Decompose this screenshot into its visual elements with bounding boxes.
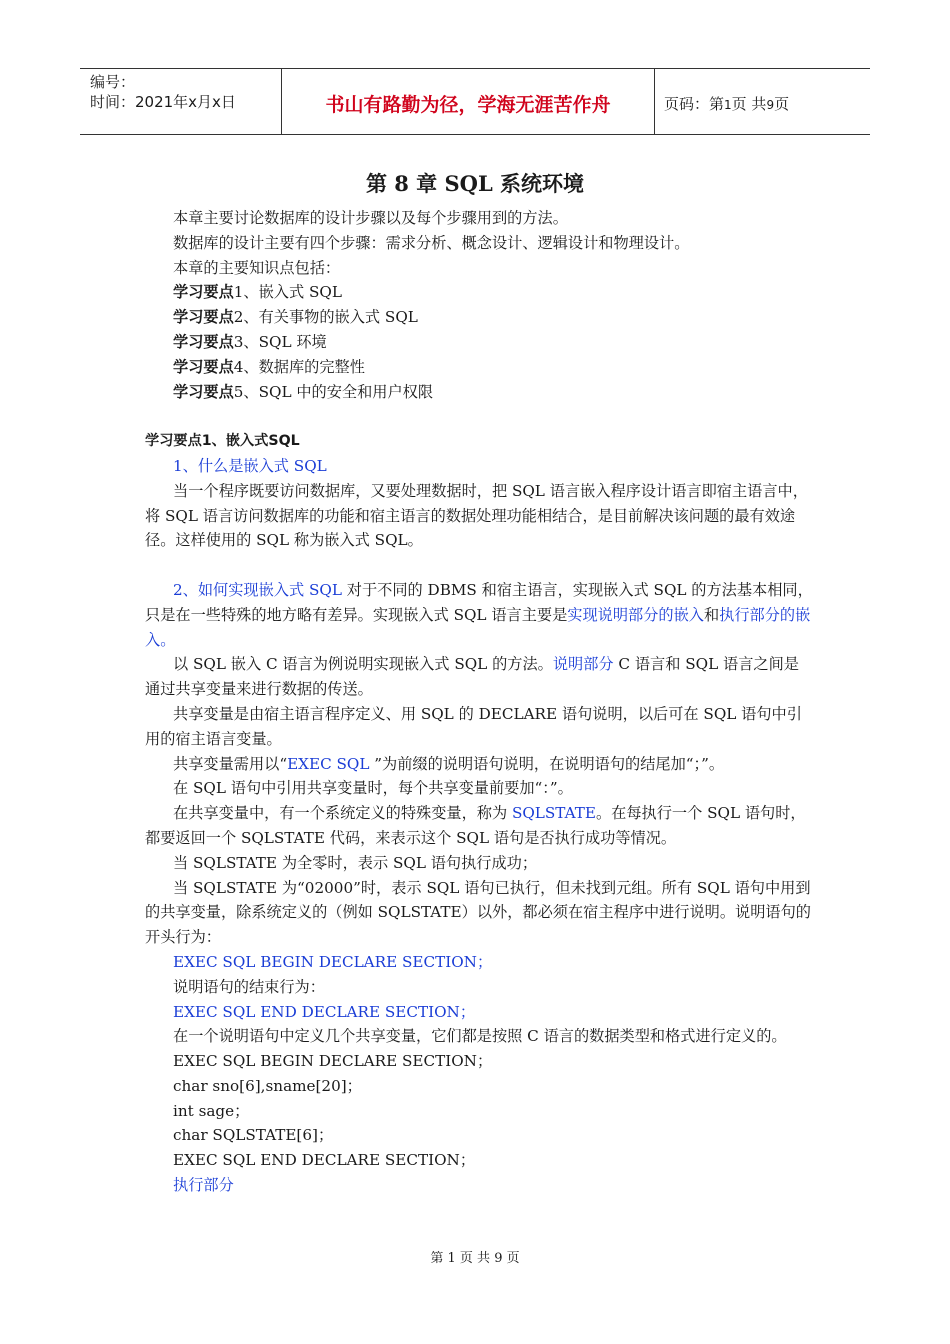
chapter-title: 第 8 章 SQL 系统环境 [365, 171, 585, 196]
key-point-text: 4、数据库的完整性 [233, 357, 365, 376]
text-run: 和 [703, 605, 720, 624]
document-body [145, 206, 813, 1198]
page-mid: 页 共 [731, 95, 767, 113]
page-prefix: 页码：第 [664, 95, 725, 113]
paragraph: 在 SQL 语句中引用共享变量时，每个共享变量前要加“：”。 [173, 779, 573, 798]
paragraph: 当 SQLSTATE 为“02000”时，表示 SQL 语句已执行，但未找到元组。所有 SQL 语句中用到的共享变量，除系统定义的（例如 SQLSTATE）以外，都必须在宿主程序中进行说明。说明语句的开头行为： [145, 878, 811, 947]
code-line: EXEC SQL BEGIN DECLARE SECTION； [173, 952, 493, 971]
footer-mid: 页 共 [459, 1251, 491, 1266]
subheading-how-to: 2、如何实现嵌入式 SQL [173, 580, 342, 599]
number-label: 编号： [90, 73, 136, 91]
paragraph [145, 752, 813, 777]
highlight-text: EXEC SQL [287, 754, 370, 773]
code-line: char SQLSTATE[6]； [173, 1126, 334, 1145]
paragraph [145, 652, 813, 702]
time-label: 时间：2021年x月x日 [90, 93, 236, 111]
footer-prefix: 第 [430, 1251, 444, 1266]
header-motto: 书山有路勤为径，学海无涯苦作舟 [325, 94, 611, 116]
key-point-item [145, 280, 813, 305]
subheading-exec-part: 执行部分 [173, 1176, 234, 1195]
spacer [145, 404, 813, 429]
key-point-label: 学习要点 [173, 332, 234, 351]
page-total: 9 [766, 98, 775, 112]
subheading-what-is: 1、什么是嵌入式 SQL [173, 456, 327, 475]
key-point-label: 学习要点 [173, 308, 234, 327]
text-run: 对于不同的 DBMS 和宿主语言，实现嵌入式 SQL 的方法基本相同，只是在一些特殊的地方略有差异。实现嵌入式 SQL 语言主要是 [145, 580, 813, 624]
header-divider-right [654, 68, 655, 134]
highlight-text: 实现说明部分的嵌入 [567, 605, 704, 624]
key-point-text: 1、嵌入式 SQL [233, 283, 342, 302]
text-run: 以 SQL 嵌入 C 语言为例说明实现嵌入式 SQL 的方法。 [173, 655, 553, 674]
paragraph: 在一个说明语句中定义几个共享变量，它们都是按照 C 语言的数据类型和格式进行定义的。 [173, 1027, 787, 1046]
page-footer [0, 1247, 950, 1266]
paragraph: 当 SQLSTATE 为全零时，表示 SQL 语句执行成功； [173, 853, 538, 872]
section-heading: 学习要点1、嵌入式SQL [145, 433, 300, 450]
header-top-rule [80, 68, 870, 69]
footer-current: 1 [447, 1251, 456, 1266]
code-line: EXEC SQL END DECLARE SECTION； [173, 1002, 476, 1021]
key-point-label: 学习要点 [173, 382, 234, 401]
code-line: char sno[6],sname[20]； [173, 1076, 362, 1095]
paragraph: 说明语句的结束行为： [173, 977, 325, 996]
intro-paragraph: 本章主要讨论数据库的设计步骤以及每个步骤用到的方法。 [173, 209, 568, 227]
paragraph: 当一个程序既要访问数据库，又要处理数据时，把 SQL 语言嵌入程序设计语言即宿主语言中，将 SQL 语言访问数据库的功能和宿主语言的数据处理功能相结合，是目前解决该问题的最有效途径。这样使用的 SQL 称为嵌入式 SQL。 [145, 481, 808, 550]
paragraph [145, 578, 813, 652]
text-run: ”为前缀的说明语句说明，在说明语句的结尾加“；”。 [369, 754, 725, 773]
key-point-item [145, 380, 813, 405]
footer-total: 9 [494, 1251, 503, 1266]
highlight-text: 执行部分的嵌入。 [145, 605, 811, 649]
header-meta [90, 72, 236, 112]
highlight-text: 说明部分 [552, 655, 614, 674]
header-bottom-rule [80, 134, 870, 135]
code-line: int sage； [173, 1101, 250, 1120]
header-page-number [664, 93, 789, 114]
code-line: EXEC SQL END DECLARE SECTION； [173, 1151, 476, 1170]
paragraph: 共享变量是由宿主语言程序定义、用 SQL 的 DECLARE 语句说明，以后可在 SQL 语句中引用的宿主语言变量。 [145, 704, 802, 748]
text-run: C 语言和 SQL 语言之间是通过共享变量来进行数据的传送。 [145, 655, 799, 699]
text-run: 。在每执行一个 SQL 语句时，都要返回一个 SQLSTATE 代码，来表示这个 SQL 语句是否执行成功等情况。 [145, 804, 806, 847]
text-run: 在共享变量中，有一个系统定义的特殊变量，称为 [173, 804, 512, 823]
key-point-text: 2、有关事物的嵌入式 SQL [233, 308, 418, 327]
page-suffix: 页 [774, 95, 790, 113]
page-current: 1 [724, 98, 732, 112]
key-point-label: 学习要点 [173, 283, 234, 302]
footer-suffix: 页 [506, 1251, 520, 1266]
spacer [145, 553, 813, 578]
paragraph [145, 801, 813, 851]
key-point-text: 5、SQL 中的安全和用户权限 [233, 382, 434, 401]
key-point-item [145, 305, 813, 330]
text-run: 共享变量需用以“ [173, 754, 288, 773]
intro-paragraph: 本章的主要知识点包括： [173, 258, 341, 277]
intro-paragraph: 数据库的设计主要有四个步骤：需求分析、概念设计、逻辑设计和物理设计。 [173, 233, 690, 252]
key-point-item [145, 330, 813, 355]
key-point-text: 3、SQL 环境 [233, 332, 327, 351]
key-point-label: 学习要点 [173, 357, 234, 376]
code-line: EXEC SQL BEGIN DECLARE SECTION； [173, 1052, 493, 1071]
highlight-text: SQLSTATE [511, 804, 596, 823]
key-point-item [145, 355, 813, 380]
